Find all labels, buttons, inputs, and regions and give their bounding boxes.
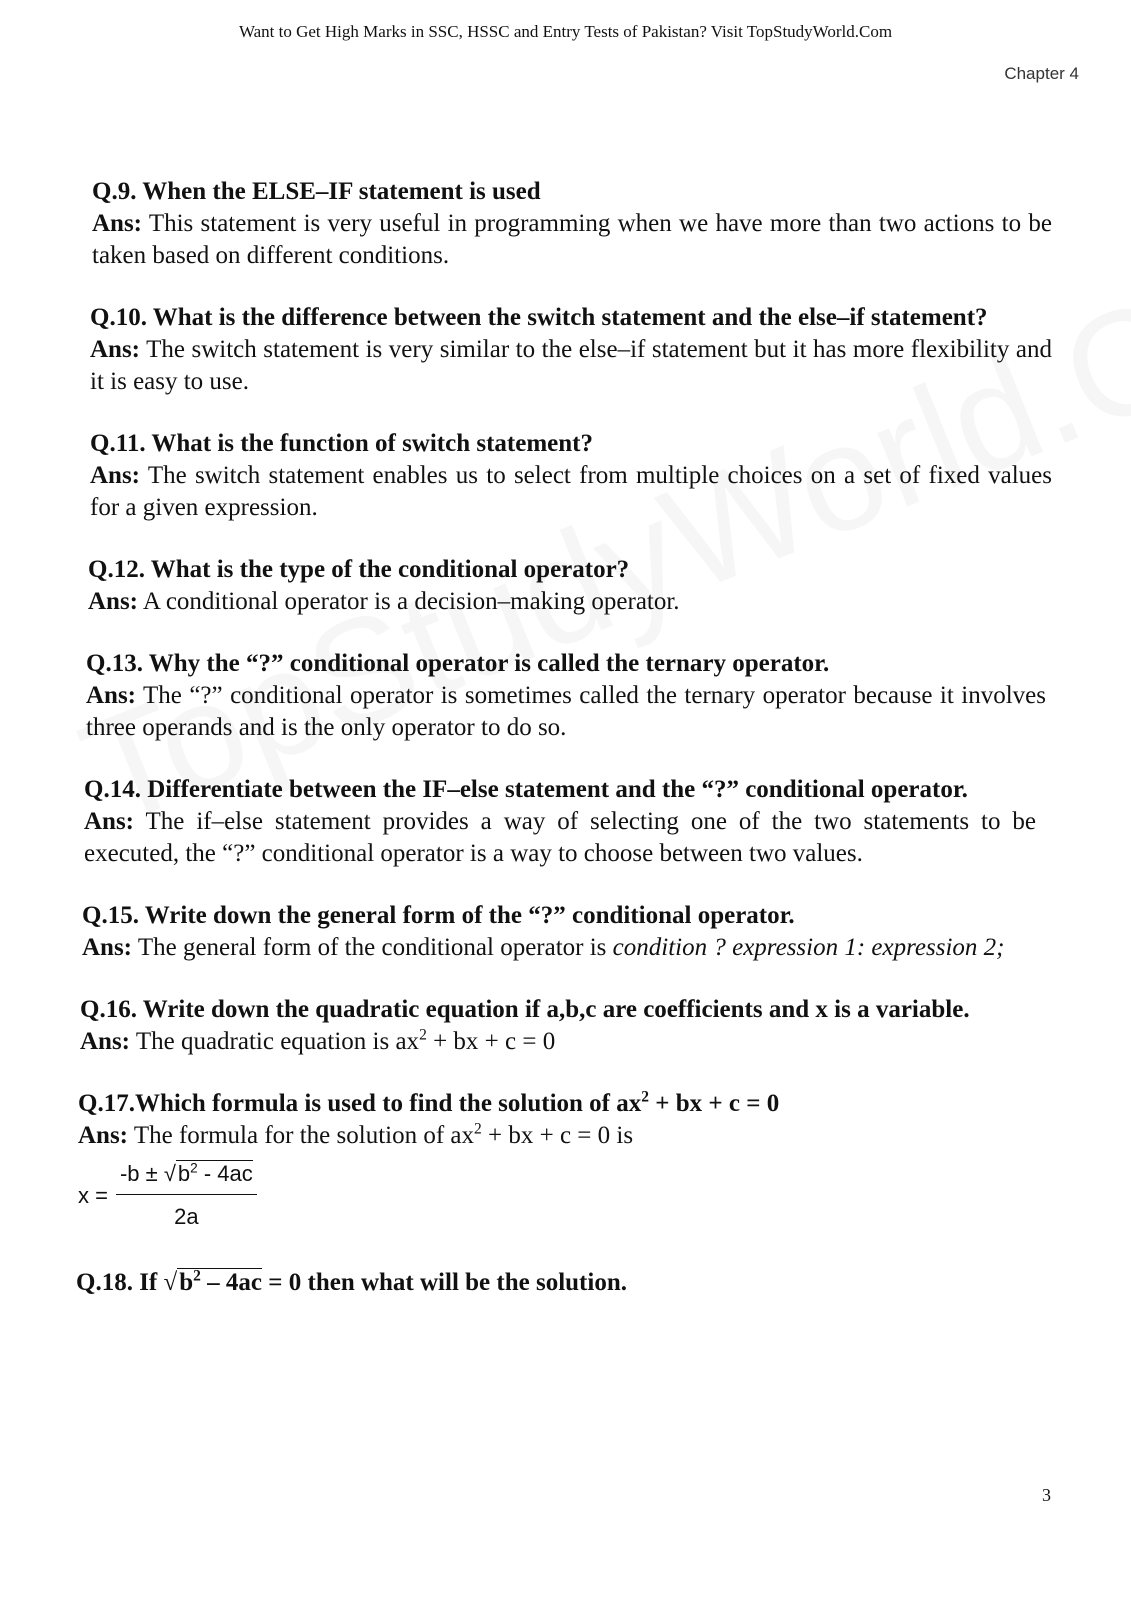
formula-fraction (116, 1158, 257, 1233)
question: Q.16. Write down the quadratic equation if a,b,c are coefficients and x is a variable. (80, 996, 970, 1023)
quadratic-formula (78, 1158, 1034, 1233)
answer: Ans: The “?” conditional operator is sometimes called the ternary operator because it involves three operands and is the only operator to do so. (86, 682, 1046, 741)
qa-item (88, 554, 1052, 618)
answer: Ans: The if–else statement provides a way of selecting one of the two statements to be executed, the “?” conditional operator is a way to choose between two values. (84, 808, 1036, 867)
question: Q.15. Write down the general form of the “?” conditional operator. (82, 902, 795, 929)
qa-item (78, 1088, 1034, 1233)
answer: Ans: The general form of the conditional operator is condition ? expression 1: expression 2; (82, 934, 1005, 961)
formula-lhs: x = (78, 1182, 108, 1208)
question: Q.12. What is the type of the conditional operator? (88, 556, 630, 583)
qa-item (82, 900, 1034, 964)
qa-item (76, 1267, 1032, 1299)
answer: Ans: This statement is very useful in programming when we have more than two actions to be taken based on different conditions. (92, 210, 1052, 269)
qa-item (90, 302, 1052, 398)
question: Q.17.Which formula is used to find the solution of $ax^2$ + bx + c = 0 (78, 1088, 780, 1117)
question: Q.13. Why the “?” conditional operator is called the ternary operator. (86, 650, 830, 677)
qa-item (84, 774, 1036, 870)
formula-numerator: $-b \pm √b^2 - 4ac$ (116, 1158, 257, 1195)
question: Q.10. What is the difference between the switch statement and the else–if statement? (90, 304, 988, 331)
question: Q.11. What is the function of switch statement? (90, 430, 594, 457)
qa-item (90, 428, 1052, 524)
formula-denominator: 2a (174, 1204, 199, 1229)
answer: Ans: The switch statement enables us to select from multiple choices on a set of fixed values for a given expression. (90, 462, 1052, 521)
answer: Ans: The quadratic equation is $ax^2$ + bx + c = 0 (80, 1026, 556, 1055)
qa-content (0, 176, 1131, 1329)
question: Q.18. If $√b^2 - 4ac = 0$ then what will be the solution. (76, 1267, 627, 1296)
question: Q.9. When the ELSE–IF statement is used (92, 178, 541, 205)
answer: Ans: A conditional operator is a decision–making operator. (88, 588, 680, 615)
chapter-label: Chapter 4 (1004, 64, 1079, 83)
answer: Ans: The formula for the solution of $ax^2$ + bx + c = 0 is (78, 1120, 634, 1149)
page-number: 3 (1042, 1485, 1051, 1505)
qa-item (80, 994, 1036, 1058)
qa-item (86, 648, 1046, 744)
qa-item (92, 176, 1052, 272)
top-banner: Want to Get High Marks in SSC, HSSC and Entry Tests of Pakistan? Visit TopStudyWorld.Com (238, 22, 893, 41)
question: Q.14. Differentiate between the IF–else statement and the “?” conditional operator. (84, 776, 968, 803)
answer: Ans: The switch statement is very similar to the else–if statement but it has more flexibility and it is easy to use. (90, 336, 1052, 395)
